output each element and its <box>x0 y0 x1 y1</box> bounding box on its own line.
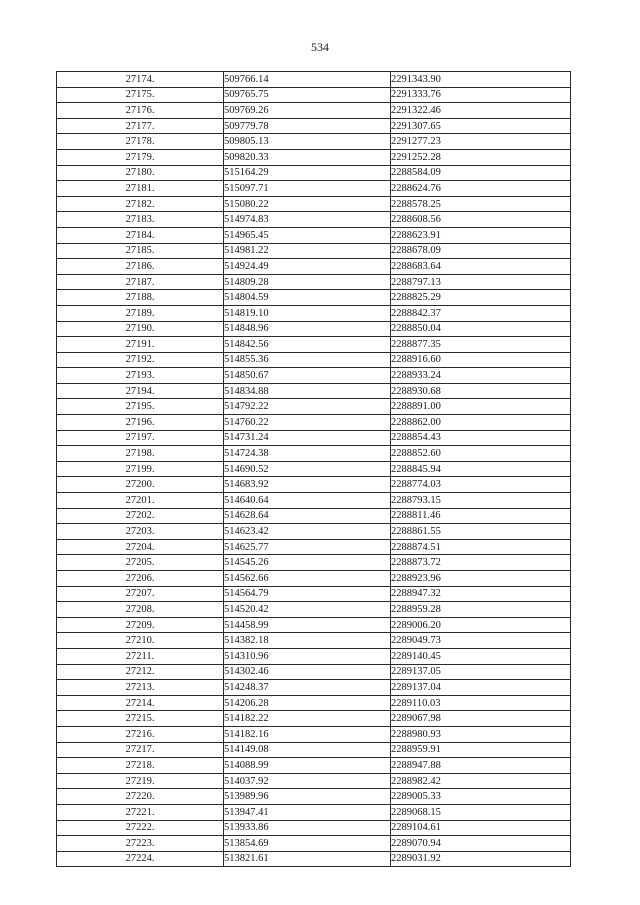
table-row <box>57 259 571 275</box>
y-coordinate-cell: 2288608.56 <box>391 212 571 228</box>
x-coordinate-cell: 514628.64 <box>224 508 391 524</box>
y-coordinate-cell: 2291307.65 <box>391 118 571 134</box>
table-row <box>57 555 571 571</box>
table-row <box>57 430 571 446</box>
y-coordinate-cell: 2289110.03 <box>391 695 571 711</box>
point-number-cell: 27195. <box>57 399 224 415</box>
y-coordinate-cell: 2288797.13 <box>391 274 571 290</box>
x-coordinate-cell: 514625.77 <box>224 539 391 555</box>
y-coordinate-cell: 2288623.91 <box>391 227 571 243</box>
x-coordinate-cell: 514731.24 <box>224 430 391 446</box>
point-number-cell: 27212. <box>57 664 224 680</box>
y-coordinate-cell: 2288980.93 <box>391 726 571 742</box>
x-coordinate-cell: 509779.78 <box>224 118 391 134</box>
x-coordinate-cell: 514792.22 <box>224 399 391 415</box>
table-row <box>57 87 571 103</box>
table-row <box>57 726 571 742</box>
x-coordinate-cell: 509769.26 <box>224 103 391 119</box>
table-row <box>57 243 571 259</box>
table-row <box>57 648 571 664</box>
y-coordinate-cell: 2291343.90 <box>391 72 571 88</box>
table-row <box>57 820 571 836</box>
y-coordinate-cell: 2288891.00 <box>391 399 571 415</box>
x-coordinate-cell: 514182.16 <box>224 726 391 742</box>
point-number-cell: 27211. <box>57 648 224 664</box>
x-coordinate-cell: 509820.33 <box>224 149 391 165</box>
x-coordinate-cell: 515164.29 <box>224 165 391 181</box>
point-number-cell: 27184. <box>57 227 224 243</box>
point-number-cell: 27196. <box>57 415 224 431</box>
table-row <box>57 680 571 696</box>
x-coordinate-cell: 515097.71 <box>224 181 391 197</box>
y-coordinate-cell: 2288873.72 <box>391 555 571 571</box>
x-coordinate-cell: 509805.13 <box>224 134 391 150</box>
table-row <box>57 664 571 680</box>
y-coordinate-cell: 2288678.09 <box>391 243 571 259</box>
x-coordinate-cell: 514382.18 <box>224 633 391 649</box>
y-coordinate-cell: 2288584.09 <box>391 165 571 181</box>
point-number-cell: 27201. <box>57 493 224 509</box>
table-row <box>57 212 571 228</box>
y-coordinate-cell: 2289070.94 <box>391 836 571 852</box>
y-coordinate-cell: 2288825.29 <box>391 290 571 306</box>
x-coordinate-cell: 514834.88 <box>224 383 391 399</box>
point-number-cell: 27217. <box>57 742 224 758</box>
y-coordinate-cell: 2288947.88 <box>391 758 571 774</box>
table-row <box>57 586 571 602</box>
point-number-cell: 27206. <box>57 571 224 587</box>
y-coordinate-cell: 2289137.05 <box>391 664 571 680</box>
table-row <box>57 633 571 649</box>
x-coordinate-cell: 513933.86 <box>224 820 391 836</box>
y-coordinate-cell: 2288774.03 <box>391 477 571 493</box>
y-coordinate-cell: 2291322.46 <box>391 103 571 119</box>
x-coordinate-cell: 514623.42 <box>224 524 391 540</box>
x-coordinate-cell: 514809.28 <box>224 274 391 290</box>
x-coordinate-cell: 514819.10 <box>224 305 391 321</box>
x-coordinate-cell: 513854.69 <box>224 836 391 852</box>
y-coordinate-cell: 2289140.45 <box>391 648 571 664</box>
table-row <box>57 742 571 758</box>
point-number-cell: 27175. <box>57 87 224 103</box>
y-coordinate-cell: 2288624.76 <box>391 181 571 197</box>
table-row <box>57 165 571 181</box>
y-coordinate-cell: 2289068.15 <box>391 804 571 820</box>
x-coordinate-cell: 514302.46 <box>224 664 391 680</box>
table-body <box>57 72 571 867</box>
x-coordinate-cell: 514842.56 <box>224 337 391 353</box>
y-coordinate-cell: 2288933.24 <box>391 368 571 384</box>
x-coordinate-cell: 514310.96 <box>224 648 391 664</box>
table-row <box>57 836 571 852</box>
x-coordinate-cell: 513989.96 <box>224 789 391 805</box>
y-coordinate-cell: 2291277.23 <box>391 134 571 150</box>
x-coordinate-cell: 514640.64 <box>224 493 391 509</box>
y-coordinate-cell: 2288916.60 <box>391 352 571 368</box>
table-row <box>57 134 571 150</box>
x-coordinate-cell: 514088.99 <box>224 758 391 774</box>
y-coordinate-cell: 2288850.04 <box>391 321 571 337</box>
point-number-cell: 27182. <box>57 196 224 212</box>
y-coordinate-cell: 2291333.76 <box>391 87 571 103</box>
x-coordinate-cell: 514037.92 <box>224 773 391 789</box>
y-coordinate-cell: 2289006.20 <box>391 617 571 633</box>
point-number-cell: 27215. <box>57 711 224 727</box>
table-row <box>57 103 571 119</box>
point-number-cell: 27194. <box>57 383 224 399</box>
table-row <box>57 508 571 524</box>
point-number-cell: 27216. <box>57 726 224 742</box>
point-number-cell: 27177. <box>57 118 224 134</box>
y-coordinate-cell: 2288959.28 <box>391 602 571 618</box>
point-number-cell: 27193. <box>57 368 224 384</box>
table-row <box>57 368 571 384</box>
table-row <box>57 695 571 711</box>
y-coordinate-cell: 2289049.73 <box>391 633 571 649</box>
x-coordinate-cell: 514690.52 <box>224 461 391 477</box>
table-row <box>57 773 571 789</box>
y-coordinate-cell: 2288923.96 <box>391 571 571 587</box>
x-coordinate-cell: 509765.75 <box>224 87 391 103</box>
y-coordinate-cell: 2289137.04 <box>391 680 571 696</box>
x-coordinate-cell: 514974.83 <box>224 212 391 228</box>
table-row <box>57 851 571 867</box>
table-row <box>57 383 571 399</box>
y-coordinate-cell: 2288852.60 <box>391 446 571 462</box>
point-number-cell: 27219. <box>57 773 224 789</box>
point-number-cell: 27180. <box>57 165 224 181</box>
x-coordinate-cell: 514724.38 <box>224 446 391 462</box>
table-row <box>57 539 571 555</box>
y-coordinate-cell: 2288959.91 <box>391 742 571 758</box>
point-number-cell: 27223. <box>57 836 224 852</box>
table-row <box>57 571 571 587</box>
table-row <box>57 321 571 337</box>
point-number-cell: 27218. <box>57 758 224 774</box>
point-number-cell: 27200. <box>57 477 224 493</box>
x-coordinate-cell: 515080.22 <box>224 196 391 212</box>
x-coordinate-cell: 514760.22 <box>224 415 391 431</box>
x-coordinate-cell: 509766.14 <box>224 72 391 88</box>
x-coordinate-cell: 514683.92 <box>224 477 391 493</box>
table-row <box>57 789 571 805</box>
point-number-cell: 27181. <box>57 181 224 197</box>
x-coordinate-cell: 514564.79 <box>224 586 391 602</box>
point-number-cell: 27190. <box>57 321 224 337</box>
x-coordinate-cell: 514545.26 <box>224 555 391 571</box>
y-coordinate-cell: 2288982.42 <box>391 773 571 789</box>
point-number-cell: 27186. <box>57 259 224 275</box>
x-coordinate-cell: 514520.42 <box>224 602 391 618</box>
x-coordinate-cell: 514248.37 <box>224 680 391 696</box>
x-coordinate-cell: 514981.22 <box>224 243 391 259</box>
x-coordinate-cell: 514182.22 <box>224 711 391 727</box>
y-coordinate-cell: 2288683.64 <box>391 259 571 275</box>
table-row <box>57 617 571 633</box>
point-number-cell: 27224. <box>57 851 224 867</box>
table-row <box>57 415 571 431</box>
point-number-cell: 27187. <box>57 274 224 290</box>
point-number-cell: 27185. <box>57 243 224 259</box>
point-number-cell: 27189. <box>57 305 224 321</box>
point-number-cell: 27203. <box>57 524 224 540</box>
table-row <box>57 602 571 618</box>
point-number-cell: 27207. <box>57 586 224 602</box>
point-number-cell: 27198. <box>57 446 224 462</box>
y-coordinate-cell: 2288793.15 <box>391 493 571 509</box>
table-row <box>57 227 571 243</box>
table-row <box>57 337 571 353</box>
y-coordinate-cell: 2288877.35 <box>391 337 571 353</box>
y-coordinate-cell: 2289067.98 <box>391 711 571 727</box>
x-coordinate-cell: 514206.28 <box>224 695 391 711</box>
x-coordinate-cell: 514149.08 <box>224 742 391 758</box>
y-coordinate-cell: 2288578.25 <box>391 196 571 212</box>
point-number-cell: 27188. <box>57 290 224 306</box>
y-coordinate-cell: 2289031.92 <box>391 851 571 867</box>
point-number-cell: 27174. <box>57 72 224 88</box>
point-number-cell: 27220. <box>57 789 224 805</box>
point-number-cell: 27208. <box>57 602 224 618</box>
y-coordinate-cell: 2288845.94 <box>391 461 571 477</box>
point-number-cell: 27210. <box>57 633 224 649</box>
table-row <box>57 149 571 165</box>
table-row <box>57 477 571 493</box>
y-coordinate-cell: 2291252.28 <box>391 149 571 165</box>
point-number-cell: 27222. <box>57 820 224 836</box>
x-coordinate-cell: 514850.67 <box>224 368 391 384</box>
y-coordinate-cell: 2288930.68 <box>391 383 571 399</box>
table-row <box>57 758 571 774</box>
x-coordinate-cell: 513947.41 <box>224 804 391 820</box>
x-coordinate-cell: 514562.66 <box>224 571 391 587</box>
point-number-cell: 27183. <box>57 212 224 228</box>
table-row <box>57 461 571 477</box>
page-number: 534 <box>311 40 329 54</box>
table-row <box>57 274 571 290</box>
point-number-cell: 27178. <box>57 134 224 150</box>
y-coordinate-cell: 2289104.61 <box>391 820 571 836</box>
table-row <box>57 524 571 540</box>
point-number-cell: 27214. <box>57 695 224 711</box>
x-coordinate-cell: 514458.99 <box>224 617 391 633</box>
x-coordinate-cell: 514855.36 <box>224 352 391 368</box>
point-number-cell: 27204. <box>57 539 224 555</box>
table-row <box>57 72 571 88</box>
table-row <box>57 399 571 415</box>
y-coordinate-cell: 2288854.43 <box>391 430 571 446</box>
y-coordinate-cell: 2288874.51 <box>391 539 571 555</box>
point-number-cell: 27209. <box>57 617 224 633</box>
point-number-cell: 27213. <box>57 680 224 696</box>
point-number-cell: 27197. <box>57 430 224 446</box>
x-coordinate-cell: 514924.49 <box>224 259 391 275</box>
point-number-cell: 27192. <box>57 352 224 368</box>
table-row <box>57 804 571 820</box>
table-row <box>57 493 571 509</box>
y-coordinate-cell: 2288947.32 <box>391 586 571 602</box>
y-coordinate-cell: 2288862.00 <box>391 415 571 431</box>
coordinates-table <box>56 71 571 867</box>
point-number-cell: 27221. <box>57 804 224 820</box>
table-row <box>57 352 571 368</box>
table-row <box>57 290 571 306</box>
point-number-cell: 27202. <box>57 508 224 524</box>
point-number-cell: 27199. <box>57 461 224 477</box>
table-row <box>57 118 571 134</box>
y-coordinate-cell: 2289005.33 <box>391 789 571 805</box>
y-coordinate-cell: 2288811.46 <box>391 508 571 524</box>
x-coordinate-cell: 514848.96 <box>224 321 391 337</box>
point-number-cell: 27179. <box>57 149 224 165</box>
y-coordinate-cell: 2288842.37 <box>391 305 571 321</box>
table-row <box>57 181 571 197</box>
table-row <box>57 305 571 321</box>
x-coordinate-cell: 514804.59 <box>224 290 391 306</box>
point-number-cell: 27205. <box>57 555 224 571</box>
y-coordinate-cell: 2288861.55 <box>391 524 571 540</box>
x-coordinate-cell: 513821.61 <box>224 851 391 867</box>
table-row <box>57 446 571 462</box>
table-row <box>57 196 571 212</box>
point-number-cell: 27191. <box>57 337 224 353</box>
point-number-cell: 27176. <box>57 103 224 119</box>
x-coordinate-cell: 514965.45 <box>224 227 391 243</box>
table-row <box>57 711 571 727</box>
